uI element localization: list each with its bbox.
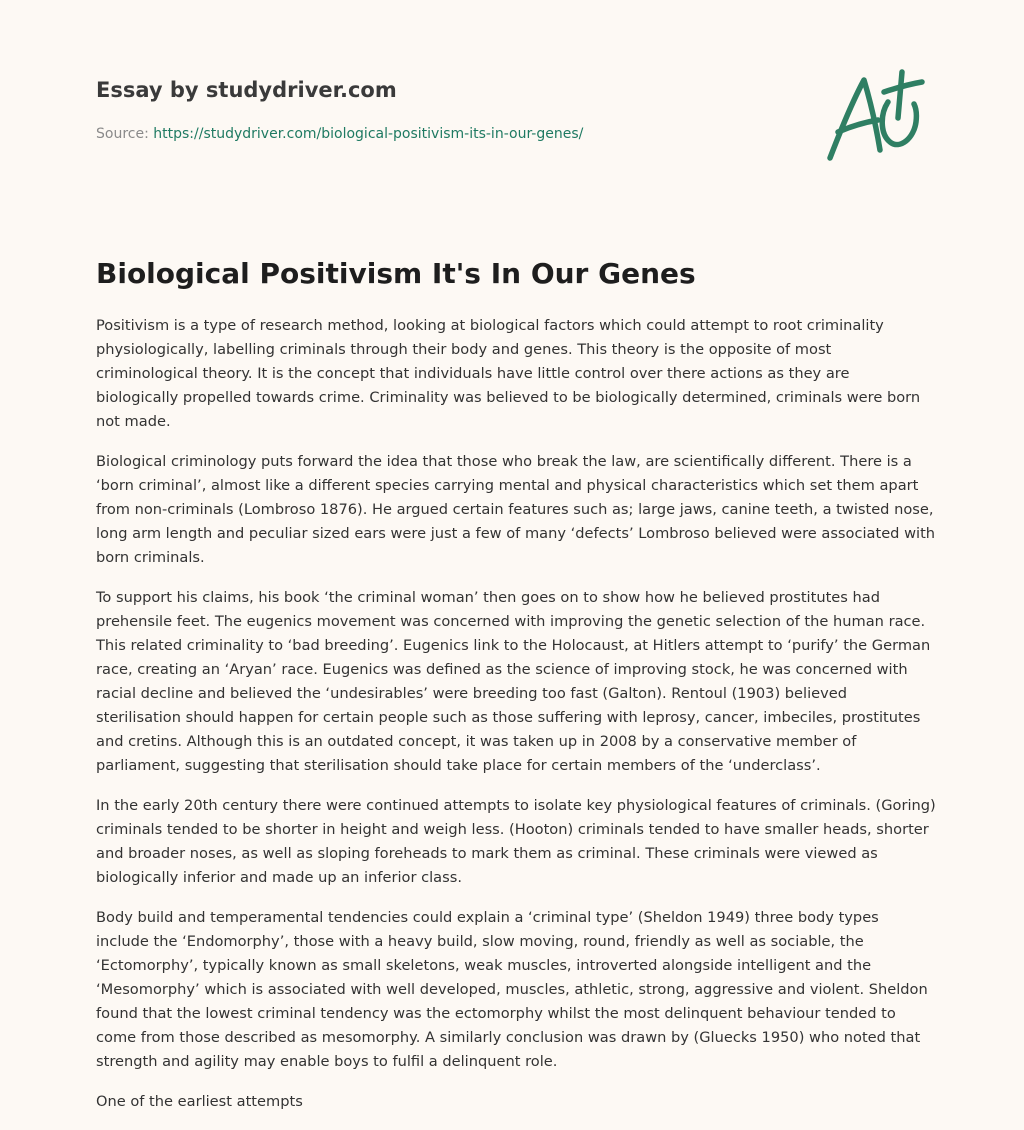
essay-paragraph: Body build and temperamental tendencies could explain a ‘criminal type’ (Sheldon 1949) three body types include the ‘Endomorphy’, those with a heavy build, slow moving, round, friendly as well as sociable, the ‘Ectomorphy’, typically known as small skeletons, weak muscles, introverted alongside intelligent and the ‘Mesomorphy’ which is associated with well developed, muscles, athletic, strong, aggressive and violent. Sheldon found that the lowest criminal tendency was the ectomorphy whilst the most delinquent behaviour tended to come from those described as mesomorphy. A similarly conclusion was drawn by (Gluecks 1950) who noted that strength and agility may enable boys to fulfil a delinquent role. bbox=[96, 909, 928, 1070]
essay-paragraph: In the early 20th century there were continued attempts to isolate key physiological features of criminals. (Goring) criminals tended to be shorter in height and weigh less. (Hooton) criminals tended to have smaller heads, shorter and broader noses, as well as sloping foreheads to mark them as criminal. These criminals were viewed as biologically inferior and made up an inferior class. bbox=[96, 797, 936, 886]
essay-paragraph: Positivism is a type of research method, looking at biological factors which could attempt to root criminality physiologically, labelling criminals through their body and genes. This theory is the opposite of most criminological theory. It is the concept that individuals have little control over there actions as they are biologically propelled towards crime. Criminality was believed to be biologically determined, criminals were born not made. bbox=[96, 317, 921, 430]
essay-paragraph: One of the earliest attempts bbox=[96, 1093, 303, 1110]
site-brand: Essay by studydriver.com bbox=[96, 78, 397, 102]
essay-paragraph: Biological criminology puts forward the idea that those who break the law, are scientifically different. There is a ‘born criminal’, almost like a different species carrying mental and physical characteristics which set them apart from non-criminals (Lombroso 1876). He argued certain features such as; large jaws, canine teeth, a twisted nose, long arm length and peculiar sized ears were just a few of many ‘defects’ Lombroso believed were associated with born criminals. bbox=[96, 453, 936, 566]
essay-header bbox=[96, 76, 796, 144]
source-link[interactable]: https://studydriver.com/biological-positivism-its-in-our-genes/ bbox=[153, 126, 584, 142]
source-line bbox=[96, 124, 796, 144]
essay-title: Biological Positivism It's In Our Genes bbox=[96, 257, 696, 290]
essay-body bbox=[96, 314, 936, 1130]
a-plus-grade-icon bbox=[818, 66, 930, 166]
source-label: Source: bbox=[96, 126, 154, 142]
essay-paragraph: To support his claims, his book ‘the criminal woman’ then goes on to show how he believed prostitutes had prehensile feet. The eugenics movement was concerned with improving the genetic selection of the human race. This related criminality to ‘bad breeding’. Eugenics link to the Holocaust, at Hitlers attempt to ‘purify’ the German race, creating an ‘Aryan’ race. Eugenics was defined as the science of improving stock, he was concerned with racial decline and believed the ‘undesirables’ were breeding too fast (Galton). Rentoul (1903) believed sterilisation should happen for certain people such as those suffering with leprosy, cancer, imbeciles, prostitutes and cretins. Although this is an outdated concept, it was taken up in 2008 by a conservative member of parliament, suggesting that sterilisation should take place for certain members of the ‘underclass’. bbox=[96, 589, 931, 774]
